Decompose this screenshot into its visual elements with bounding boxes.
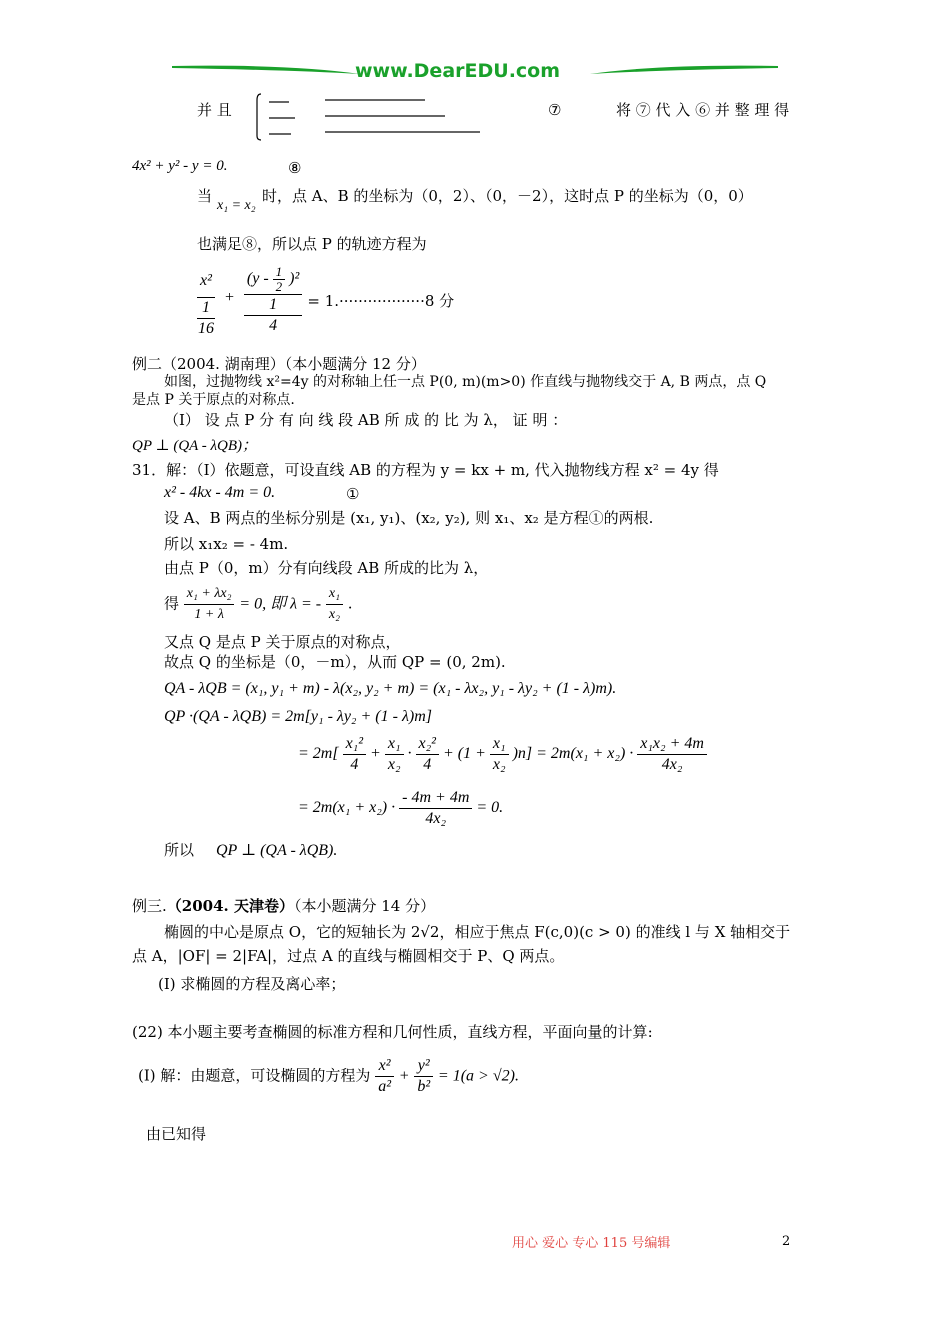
l10-end: )n] = 2m(x₁ + x₂) ·: [512, 745, 634, 763]
ex2-title: 例二（2004. 湖南理）（本小题满分 12 分）: [132, 355, 426, 373]
text-bing: 并 且: [197, 101, 232, 119]
locus-equation: x² 1 16 + (y - $\frac{1}{2}$ )² 1 4 = 1.··················8 分: [197, 264, 455, 337]
ex3-l1-n1: x²: [375, 1056, 394, 1077]
text-when-pre: 当: [197, 187, 213, 205]
line5-end: .: [347, 594, 353, 613]
line5-den: 1 + λ: [194, 607, 224, 622]
ex3-title-b: （2004. 天津卷）: [166, 897, 294, 915]
solution-31-head: 31．解：（Ⅰ）依题意，可设直线 AB 的方程为 y = kx + m, 代入抛物线方程 x² = 4y 得: [132, 461, 719, 479]
ex3-title-a: 例三.: [132, 897, 167, 915]
equation-8: 4x² + y² - y = 0.: [132, 158, 228, 174]
ex2-paragraph-1: 如图，过抛物线 x²=4y 的对称轴上任一点 P(0, m)(m>0) 作直线与抛物线交于 A, B 两点，点 Q: [164, 374, 767, 390]
ex3-title: [132, 896, 435, 916]
ex3-l1-d2: b²: [417, 1078, 431, 1095]
l10-f3d: 4: [423, 756, 432, 773]
locus-half-num: 1: [273, 265, 286, 280]
line5-de: 得: [164, 594, 180, 613]
ex3-solution-line1: [138, 1056, 519, 1097]
solution-circ1: ①: [346, 485, 360, 503]
l11-b: = 0.: [476, 799, 504, 817]
site-logo-text[interactable]: www.DearEDU.com: [355, 60, 561, 82]
label-circ7: ⑦: [548, 101, 562, 119]
l10-f5d: 4x₂: [661, 756, 683, 773]
ex3-paragraph-2: 点 A，|OF| = 2|FA|，过点 A 的直线与椭圆相交于 P、Q 两点。: [132, 947, 565, 965]
ex2-question-1b: QP ⊥ (QA - λQB)；: [132, 438, 258, 454]
l10-dot: ·: [407, 745, 412, 763]
ex3-l1-a: (I) 解：由题意，可设椭圆的方程为: [138, 1066, 371, 1085]
ex3-solution-line2: 由已知得: [146, 1125, 207, 1143]
label-circ8: ⑧: [288, 159, 302, 177]
solution-line5: [164, 584, 353, 625]
l10-plus: +: [370, 745, 381, 763]
ex3-title-c: （本小题满分 14 分）: [293, 897, 436, 915]
ex2-question-1: （Ⅰ） 设 点 P 分 有 向 线 段 AB 所 成 的 比 为 λ， 证 明 ：: [164, 411, 568, 429]
ex3-l1-n2: y²: [414, 1056, 433, 1077]
page-number: 2: [782, 1234, 791, 1249]
ex3-l1-d1: a²: [378, 1078, 391, 1095]
solution-line8: QA - λQB = (x₁, y₁ + m) - λ(x₂, y₂ + m) = (x₁ - λx₂, y₁ - λy₂ + (1 - λ)m).: [164, 680, 617, 697]
l10-f5n: x₁x₂ + 4m: [637, 734, 707, 755]
solution-line11: [298, 788, 503, 829]
l10-f3n: x₂²: [416, 734, 439, 755]
ex3-solution-head: (22) 本小题主要考查椭圆的标准方程和几何性质，直线方程，平面向量的计算:: [132, 1023, 653, 1041]
l10-f4n: x₁: [490, 734, 509, 755]
l10-f2n: x₁: [385, 734, 404, 755]
line5-mid: = 0, 即 λ = -: [239, 595, 322, 613]
solution-line6: 又点 Q 是点 P 关于原点的对称点，: [164, 633, 401, 651]
ex2-paragraph-2: 是点 P 关于原点的对称点.: [132, 392, 295, 408]
solution-line3: 所以 x₁x₂ = - 4m.: [164, 535, 289, 553]
solution-eq1: x² - 4kx - 4m = 0.: [164, 484, 276, 501]
solution-line2: 设 A、B 两点的坐标分别是 (x₁, y₁)、(x₂, y₂), 则 x₁、x₂ 是方程①的两根.: [164, 509, 654, 527]
l10-f1d: 4: [350, 756, 359, 773]
text-when-post: 时，点 A、B 的坐标为（0，2）、（0，－2），这时点 P 的坐标为（0，0）: [262, 187, 753, 205]
line5-den2: x₂: [328, 607, 340, 622]
locus-half-den: 2: [275, 279, 283, 294]
l10-f1n: x₁²: [343, 734, 366, 755]
solution-line12: QP ⊥ (QA - λQB).: [216, 842, 338, 859]
text-instruction: 将 ⑦ 代 入 ⑥ 并 整 理 得: [616, 101, 790, 119]
locus-116-den: 16: [197, 320, 214, 337]
blurred-equation-system: [255, 92, 485, 142]
ex3-l1-plus: +: [398, 1067, 410, 1085]
locus-x2: x²: [197, 265, 215, 298]
l10-mid: + (1 +: [442, 745, 486, 763]
text-also: 也满足⑧，所以点 P 的轨迹方程为: [197, 235, 427, 253]
locus-end: = 1.··················8 分: [307, 292, 455, 310]
solution-line9: QP ·(QA - λQB) = 2m[y₁ - λy₂ + (1 - λ)m]: [164, 708, 432, 725]
ex3-paragraph-1: 椭圆的中心是原点 O，它的短轴长为 2√2，相应于焦点 F(c,0)(c > 0) 的准线 l 与 X 轴相交于: [164, 923, 791, 941]
ex3-question-1: (I) 求椭圆的方程及离心率；: [158, 975, 346, 993]
locus-y2: )²: [289, 270, 300, 288]
footer-text: 用心 爱心 专心 115 号编辑: [512, 1236, 671, 1251]
l11-a: = 2m(x₁ + x₂) ·: [298, 799, 396, 817]
locus-y: (y -: [246, 270, 273, 288]
l10-a: = 2m[: [298, 745, 339, 763]
solution-line12-label: 所以: [164, 841, 195, 859]
l10-f2d: x₂: [387, 756, 401, 773]
locus-14-den: 4: [269, 317, 278, 334]
l11-num: - 4m + 4m: [399, 788, 472, 809]
solution-line7: 故点 Q 的坐标是（0，－m），从而 QP = (0, 2m).: [164, 653, 506, 671]
locus-14-num: 1: [244, 295, 302, 316]
solution-line4: 由点 P（0，m）分有向线段 AB 所成的比为 λ，: [164, 559, 489, 577]
l11-den: 4x₂: [425, 810, 447, 827]
text-when-cond: x₁ = x₂: [217, 198, 256, 213]
header-banner: [170, 54, 780, 94]
line5-num2: x₁: [326, 584, 343, 605]
line5-num: x₁ + λx₂: [184, 584, 235, 605]
solution-line10: [298, 734, 707, 775]
ex3-l1-b: = 1(a > √2).: [437, 1067, 519, 1085]
l10-f4d: x₂: [492, 756, 506, 773]
locus-116-num: 1: [197, 298, 215, 319]
